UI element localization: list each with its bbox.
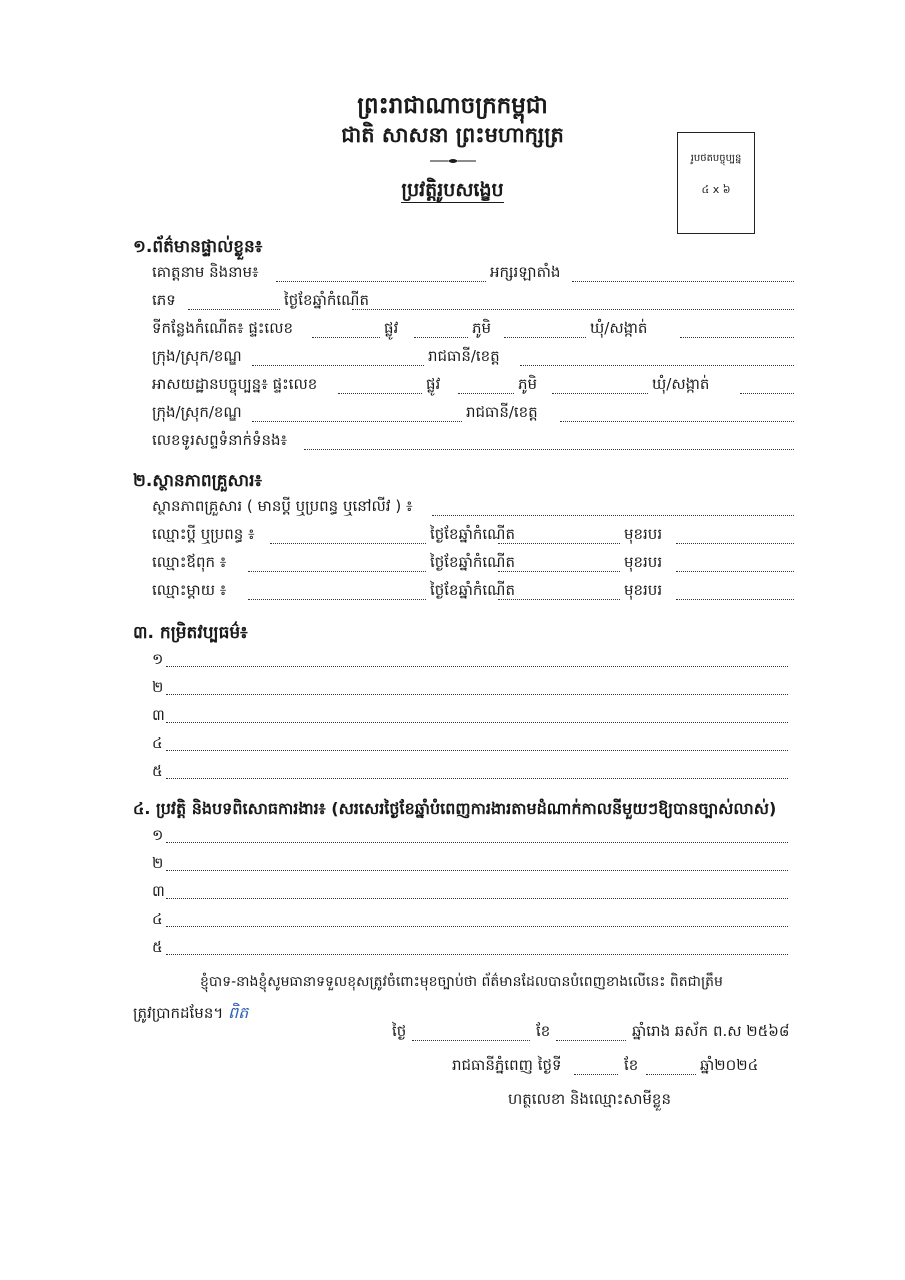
field-address-commune[interactable] — [740, 393, 794, 394]
education-line[interactable] — [166, 694, 788, 695]
label-mother: ឈ្មោះម្តាយ ៖ — [152, 581, 227, 599]
field-spouse-occupation[interactable] — [676, 543, 794, 544]
experience-line[interactable] — [166, 954, 788, 955]
field-dob[interactable] — [352, 309, 794, 310]
label-address: អាសយដ្ឋានបច្ចុប្បន្ន៖ ផ្ទះលេខ — [152, 375, 318, 393]
education-number: ១ — [152, 650, 164, 668]
label-mother-occupation: មុខរបរ — [624, 581, 663, 599]
label-dob: ថ្ងៃខែឆ្នាំកំណើត — [284, 291, 369, 309]
place-date-label: រាជធានីភ្នំពេញ ថ្ងៃទី — [452, 1056, 562, 1074]
lunar-year: ឆ្នាំរោង ឆស័ក ព.ស ២៥៦៨ — [632, 1022, 790, 1040]
section3-heading: ៣. កម្រិតវប្បធម៌៖ — [133, 623, 248, 643]
label-latin-name: អក្សរឡាតាំង — [490, 263, 561, 281]
experience-number: ៤ — [152, 910, 163, 928]
motto: ជាតិ សាសនា ព្រះមហាក្សត្រ — [341, 123, 564, 147]
label-birth-province: រាជធានី/ខេត្ត — [428, 347, 500, 365]
label-father-occupation: មុខរបរ — [624, 553, 663, 571]
field-mother-occupation[interactable] — [676, 599, 794, 600]
label-address-province: រាជធានី/ខេត្ត — [466, 403, 538, 421]
field-birth-house[interactable] — [312, 337, 380, 338]
field-address-province[interactable] — [560, 421, 794, 422]
declaration-line2 — [133, 1002, 248, 1026]
education-number: ២ — [152, 678, 164, 696]
field-birth-village[interactable] — [504, 337, 586, 338]
lunar-month-label: ខែ — [536, 1022, 551, 1040]
field-address-village[interactable] — [552, 393, 648, 394]
experience-number: ២ — [152, 854, 164, 872]
label-birth-commune: ឃុំ/សង្កាត់ — [590, 319, 648, 337]
field-lunar-day[interactable] — [412, 1040, 530, 1041]
field-spouse-name[interactable] — [270, 543, 426, 544]
declaration-line1: ខ្ញុំបាទ-នាងខ្ញុំសូមធានាទទួលខុសត្រូវចំពោះមុខច្បាប់ថា ព័ត៌មានដែលបានបំពេញខាងលើនេះ ពិតជាត្រឹម — [200, 974, 723, 990]
label-father: ឈ្មោះឪពុក ៖ — [152, 553, 227, 571]
label-father-dob: ថ្ងៃខែឆ្នាំកំណើត — [430, 553, 515, 571]
section4-heading: ៤. ប្រវត្តិ និងបទពិសោធការងារ៖ (សរសេរថ្ងៃខែឆ្នាំបំពេញការងារតាមដំណាក់កាលនីមួយៗឱ្យបានច្បាស់លាស់) — [133, 799, 777, 818]
education-line[interactable] — [166, 778, 788, 779]
experience-line[interactable] — [166, 842, 788, 843]
label-address-district: ក្រុង/ស្រុក/ខណ្ឌ — [152, 403, 242, 421]
education-line[interactable] — [166, 750, 788, 751]
experience-line[interactable] — [166, 870, 788, 871]
label-mother-dob: ថ្ងៃខែឆ្នាំកំណើត — [430, 581, 515, 599]
photo-size: ៤ x ៦ — [701, 183, 731, 196]
label-spouse-occupation: មុខរបរ — [624, 525, 663, 543]
label-birthplace: ទីកន្លែងកំណើត៖ ផ្ទះលេខ — [152, 319, 293, 337]
experience-number: ៣ — [152, 882, 165, 900]
photo-placeholder — [677, 132, 755, 234]
field-day[interactable] — [574, 1074, 618, 1075]
label-address-commune: ឃុំ/សង្កាត់ — [652, 375, 710, 393]
section2-heading: ២.ស្ថានភាពគ្រួសារ៖ — [133, 471, 262, 491]
field-mother-dob[interactable] — [498, 599, 620, 600]
photo-label: រូបថតបច្ចុប្បន្ន — [690, 153, 742, 164]
label-fullname: គោត្តនាម និងនាម៖ — [152, 263, 259, 281]
field-mother-name[interactable] — [248, 599, 426, 600]
field-sex[interactable] — [188, 309, 280, 310]
label-family-status: ស្ថានភាពគ្រួសារ ( មានប្តី ឬប្រពន្ធ ឬនៅលីវ ) ៖ — [152, 497, 413, 515]
field-spouse-dob[interactable] — [498, 543, 620, 544]
ornament-divider-icon — [430, 158, 476, 164]
section1-heading: ១.ព័ត៌មានផ្ទាល់ខ្លួន៖ — [133, 237, 263, 257]
declaration-line2-text: ត្រូវប្រាកដមែន។ — [133, 1004, 224, 1022]
label-birth-street: ផ្លូវ — [384, 319, 399, 337]
handwritten-initials: ពិត — [228, 1003, 249, 1022]
experience-line[interactable] — [166, 898, 788, 899]
education-number: ៤ — [152, 734, 163, 752]
field-fullname[interactable] — [276, 281, 486, 282]
field-lunar-month[interactable] — [556, 1040, 626, 1041]
label-address-street: ផ្លូវ — [426, 375, 441, 393]
experience-line[interactable] — [166, 926, 788, 927]
lunar-day-label: ថ្ងៃ — [392, 1022, 407, 1040]
label-spouse-dob: ថ្ងៃខែឆ្នាំកំណើត — [430, 525, 515, 543]
field-birth-street[interactable] — [414, 337, 468, 338]
field-address-street[interactable] — [458, 393, 514, 394]
label-birth-village: ភូមិ — [472, 319, 492, 337]
label-birth-district: ក្រុង/ស្រុក/ខណ្ឌ — [152, 347, 242, 365]
field-address-district[interactable] — [252, 421, 462, 422]
signature-label: ហត្ថលេខា និងឈ្មោះសាមីខ្លួន — [508, 1090, 671, 1108]
field-father-occupation[interactable] — [676, 571, 794, 572]
document-title: ប្រវត្តិរូបសង្ខេប — [401, 179, 504, 201]
field-phone[interactable] — [304, 449, 794, 450]
label-spouse: ឈ្មោះប្តី ឬប្រពន្ធ ៖ — [152, 525, 255, 543]
field-family-status[interactable] — [432, 515, 794, 516]
label-sex: ភេទ — [152, 291, 176, 309]
month-label: ខែ — [624, 1056, 639, 1074]
field-father-dob[interactable] — [498, 571, 620, 572]
education-number: ៣ — [152, 706, 165, 724]
field-month[interactable] — [646, 1074, 696, 1075]
field-father-name[interactable] — [248, 571, 426, 572]
field-latin-name[interactable] — [572, 281, 794, 282]
field-address-house[interactable] — [338, 393, 422, 394]
label-address-village: ភូមិ — [518, 375, 538, 393]
kingdom-title: ព្រះរាជាណាចក្រកម្ពុជា — [357, 93, 548, 119]
field-birth-district[interactable] — [252, 365, 424, 366]
education-line[interactable] — [166, 666, 788, 667]
field-birth-province[interactable] — [520, 365, 794, 366]
year-label: ឆ្នាំ២០២៤ — [700, 1056, 759, 1074]
education-line[interactable] — [166, 722, 788, 723]
field-birth-commune[interactable] — [680, 337, 794, 338]
label-phone: លេខទូរសព្ទទំនាក់ទំនង៖ — [152, 431, 288, 449]
experience-number: ១ — [152, 826, 164, 844]
experience-number: ៥ — [152, 938, 163, 956]
education-number: ៥ — [152, 762, 163, 780]
